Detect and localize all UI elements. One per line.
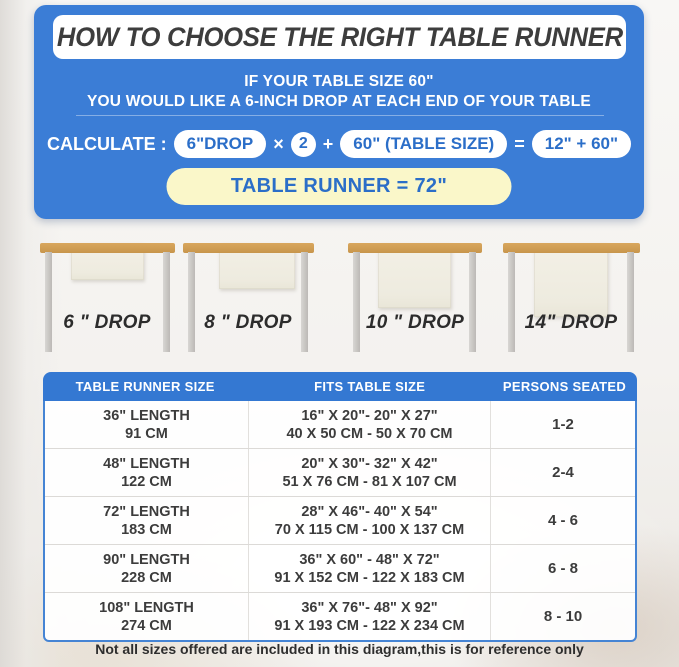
runner-size-inches: 108" LENGTH [99, 599, 194, 616]
size-table-header [43, 372, 637, 401]
runner-size-cell [45, 593, 248, 640]
table-size-pill: 60" (TABLE SIZE) [340, 130, 507, 158]
persons-seated-cell: 1-2 [552, 415, 574, 433]
table-leg [45, 252, 52, 352]
runner-size-cell [45, 497, 248, 544]
drop-pill: 6"DROP [174, 130, 267, 158]
runner-size-cm: 228 CM [121, 569, 172, 586]
fits-table-cm: 91 X 193 CM - 122 X 234 CM [274, 617, 465, 634]
drop-label: 14" DROP [524, 312, 618, 333]
runner-size-cell [45, 545, 248, 592]
runner-size-inches: 48" LENGTH [103, 455, 190, 472]
fits-table-cell [248, 593, 491, 640]
subtitle [34, 72, 644, 112]
plus-sign: + [322, 133, 334, 154]
calculation-row [34, 130, 644, 158]
table-leg [627, 252, 634, 352]
fits-table-cell [248, 545, 491, 592]
subtitle-line-2: YOU WOULD LIKE A 6-INCH DROP AT EACH END OF YOUR TABLE [87, 93, 591, 110]
hero-panel [34, 5, 644, 219]
disclaimer-note: Not all sizes offered are included in this diagram,this is for reference only [95, 641, 584, 657]
table-leg [163, 252, 170, 352]
persons-seated-cell: 8 - 10 [543, 607, 583, 625]
result-banner: TABLE RUNNER = 72" [167, 168, 512, 205]
runner-size-cm: 91 CM [125, 425, 168, 442]
runner-size-inches: 36" LENGTH [103, 407, 190, 424]
subtitle-line-1: IF YOUR TABLE SIZE 60" [244, 73, 434, 90]
fits-table-cell [248, 401, 491, 448]
runner-size-cm: 274 CM [121, 617, 172, 634]
tabletop [348, 243, 482, 253]
table-leg [508, 252, 515, 352]
table-leg [188, 252, 195, 352]
table-row [45, 401, 635, 448]
table-leg [301, 252, 308, 352]
drop-label: 10 " DROP [365, 312, 465, 333]
fits-table-cm: 40 X 50 CM - 50 X 70 CM [286, 425, 453, 442]
table-row [45, 544, 635, 592]
size-table [43, 372, 637, 642]
persons-seated-cell: 2-4 [552, 463, 574, 481]
fits-table-cell [248, 497, 491, 544]
drop-label: 8 " DROP [204, 312, 292, 333]
runner-size-inches: 72" LENGTH [103, 503, 190, 520]
fits-table-inches: 36" X 76"- 48" X 92" [301, 599, 438, 616]
persons-seated-cell: 6 - 8 [548, 559, 579, 577]
result-pill: 12" + 60" [532, 130, 631, 158]
runner-size-cm: 122 CM [121, 473, 172, 490]
table-leg [469, 252, 476, 352]
calculate-label: CALCULATE : [46, 133, 167, 154]
fits-table-cm: 51 X 76 CM - 81 X 107 CM [282, 473, 457, 490]
page-title: HOW TO CHOOSE THE RIGHT TABLE RUNNER [56, 21, 623, 52]
fits-table-inches: 28" X 46"- 40" X 54" [301, 503, 438, 520]
fits-table-cm: 70 X 115 CM - 100 X 137 CM [274, 521, 465, 538]
column-header-fits-table: FITS TABLE SIZE [314, 379, 426, 394]
fits-table-cell [248, 449, 491, 496]
fits-table-cm: 91 X 152 CM - 122 X 183 CM [274, 569, 465, 586]
title-card [53, 15, 626, 59]
runner-size-inches: 90" LENGTH [103, 551, 190, 568]
column-header-runner-size: TABLE RUNNER SIZE [75, 379, 215, 394]
runner-cloth [534, 243, 608, 317]
multiply-sign: × [273, 133, 284, 154]
tabletop [503, 243, 640, 253]
runner-size-cm: 183 CM [121, 521, 172, 538]
fits-table-inches: 16" X 20"- 20" X 27" [301, 407, 438, 424]
tabletop [40, 243, 175, 253]
tabletop [183, 243, 314, 253]
table-leg [353, 252, 360, 352]
runner-size-cell [45, 401, 248, 448]
table-row [45, 448, 635, 496]
multiplier-circle: 2 [291, 132, 316, 157]
fits-table-inches: 20" X 30"- 32" X 42" [301, 455, 438, 472]
equals-sign: = [514, 133, 525, 154]
divider-line [76, 115, 604, 116]
size-table-body [43, 401, 637, 642]
column-header-persons: PERSONS SEATED [502, 379, 627, 394]
drop-label: 6 " DROP [63, 312, 151, 333]
table-row [45, 496, 635, 544]
runner-size-cell [45, 449, 248, 496]
fits-table-inches: 36" X 60" - 48" X 72" [299, 551, 440, 568]
persons-seated-cell: 4 - 6 [548, 511, 579, 529]
table-row [45, 592, 635, 640]
